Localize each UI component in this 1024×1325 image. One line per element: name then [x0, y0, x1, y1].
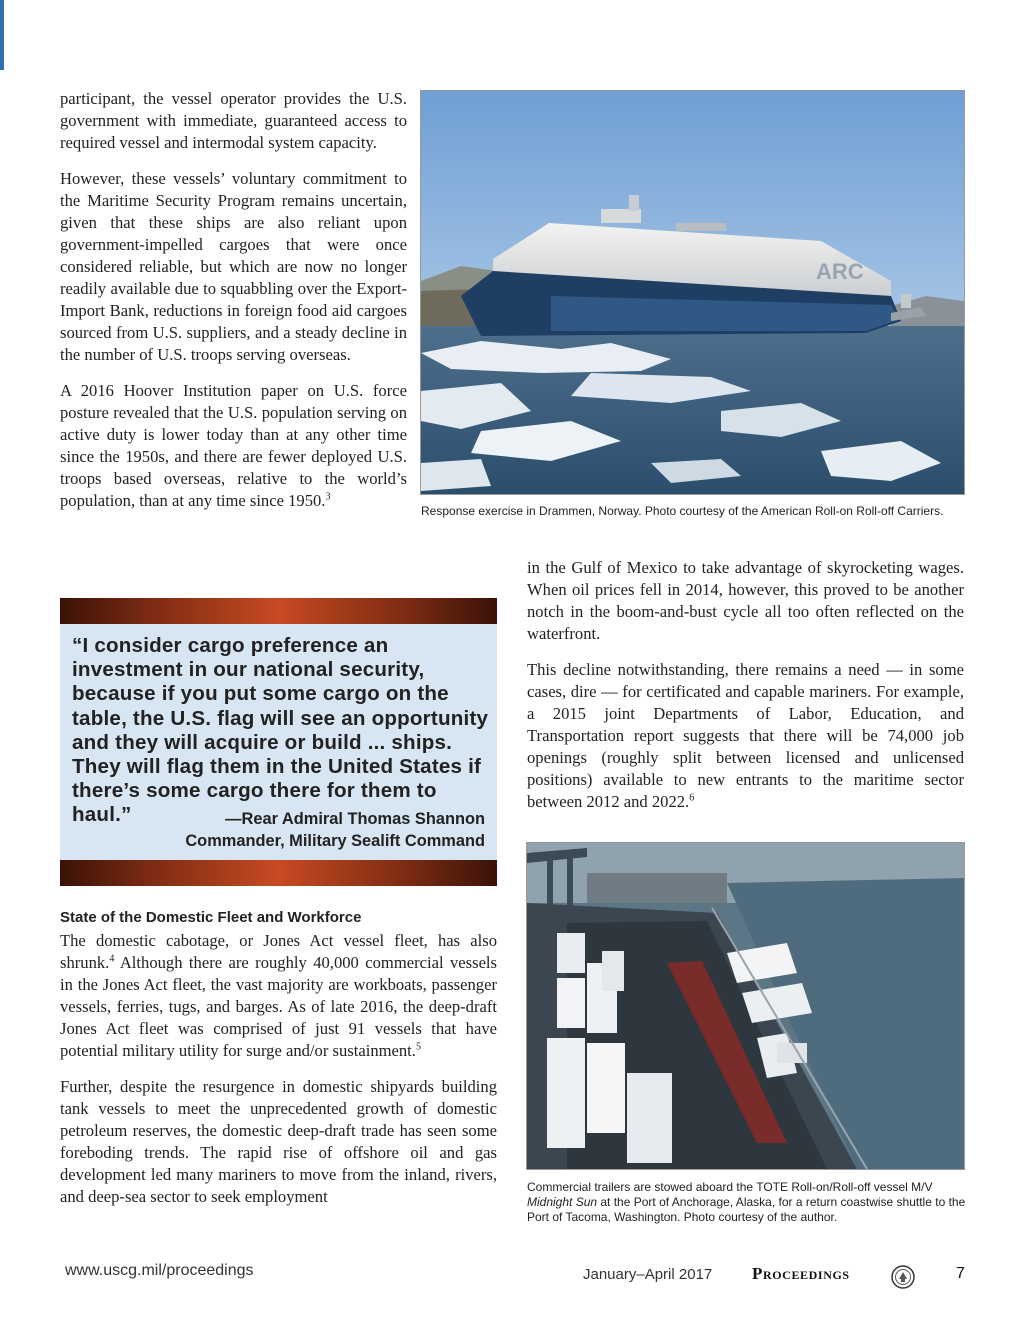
footnote-ref: 5 [415, 1041, 421, 1053]
attribution-title: Commander, Military Sealift Command [185, 832, 485, 850]
section-heading: State of the Domestic Fleet and Workforce [60, 909, 362, 926]
paragraph-text: The domestic cabotage, or Jones Act vessel fleet, has also shrunk. [60, 931, 497, 972]
footer-issue-date: January–April 2017 [583, 1266, 713, 1283]
photo-caption: Response exercise in Drammen, Norway. Photo courtesy of the American Roll-on Roll-off Carriers. [421, 504, 944, 518]
footnote-ref: 3 [325, 491, 331, 503]
footnote-ref: 4 [109, 953, 115, 965]
pull-quote-text: “I consider cargo preference an investment in our national security, because if you put some cargo on the table, the U.S. flag will see an opportunity and they will acquire or build ... ships. They will flag them in the United States if there’s some cargo there for them to haul.” [72, 634, 489, 827]
photo-ship-in-ice [420, 90, 965, 495]
article-column-left-top [60, 88, 407, 526]
footer-url-link[interactable]: www.uscg.mil/proceedings [65, 1262, 254, 1279]
caption-text: at the Port of Anchorage, Alaska, for a return coastwise shuttle to the Port of Tacoma, Washington. Photo courtesy of the author. [527, 1195, 966, 1224]
article-column-left-bottom [60, 908, 497, 1222]
footnote-ref: 6 [689, 792, 695, 804]
page-number: 7 [956, 1265, 965, 1282]
quote-bar-top [60, 598, 497, 624]
pull-quote-attribution [185, 808, 485, 852]
paragraph: However, these vessels’ voluntary commitment to the Maritime Security Program remains uncertain, given that these ships are also reliant upon government-impelled cargoes that were once considered reliable, but which are now no longer readily available due to squabbling over the Export-Import Bank, reductions in foreign food aid cargoes sourced from U.S. suppliers, and a steady decline in the number of U.S. troops serving overseas. [60, 169, 407, 364]
quote-bar-bottom [60, 860, 497, 886]
paragraph-text: This decline notwithstanding, there remains a need — in some cases, dire — for certificated and capable mariners. For example, a 2015 joint Departments of Labor, Education, and Transportation report suggests that there will be 74,000 job openings (roughly split between licensed and unlicensed positions) available to new entrants to the maritime sector between 2012 and 2022. [527, 660, 964, 811]
page-edge-marker [0, 0, 4, 70]
footer-magazine-title: Proceedings [752, 1264, 850, 1283]
paragraph: Further, despite the resurgence in domestic shipyards building tank vessels to meet the unprecedented growth of domestic petroleum reserves, the domestic deep-draft trade has seen some foreboding trends. The rapid rise of offshore oil and gas development led many mariners to move from the inland, rivers, and deep-sea sector to seek employment [60, 1077, 497, 1206]
paragraph: participant, the vessel operator provides the U.S. government with immediate, guaranteed access to required vessel and intermodal system capacity. [60, 89, 407, 152]
deck-illustration [527, 843, 964, 1169]
paragraph-text: A 2016 Hoover Institution paper on U.S. force posture revealed that the U.S. population serving on active duty is lower today than at any other time since the 1950s, and there are fewer deployed U.S. troops based overseas, relative to the world’s population, than at any time since 1950. [60, 381, 407, 510]
ship-illustration [421, 91, 964, 494]
article-column-right [527, 557, 964, 827]
vessel-name: Midnight Sun [527, 1195, 598, 1209]
photo-caption [527, 1180, 967, 1225]
attribution-name: —Rear Admiral Thomas Shannon [225, 810, 485, 828]
caption-text: Commercial trailers are stowed aboard the TOTE Roll-on/Roll-off vessel M/V [527, 1180, 933, 1194]
hull-lettering: ARC [816, 259, 864, 284]
photo-trailers-on-deck [526, 842, 965, 1170]
pull-quote-box [60, 598, 497, 886]
paragraph [60, 380, 407, 512]
paragraph [60, 930, 497, 1062]
paragraph [527, 659, 964, 813]
paragraph-text: Although there are roughly 40,000 commercial vessels in the Jones Act fleet, the vast majority are workboats, passenger vessels, ferries, tugs, and barges. As of late 2016, the deep-draft Jones Act fleet was comprised of just 91 vessels that have potential military utility for surge and/or sustainment. [60, 953, 497, 1060]
coast-guard-seal-icon [891, 1265, 915, 1289]
paragraph: in the Gulf of Mexico to take advantage of skyrocketing wages. When oil prices fell in 2014, however, this proved to be another notch in the boom-and-bust cycle all too often reflected on the waterfront. [527, 558, 964, 643]
